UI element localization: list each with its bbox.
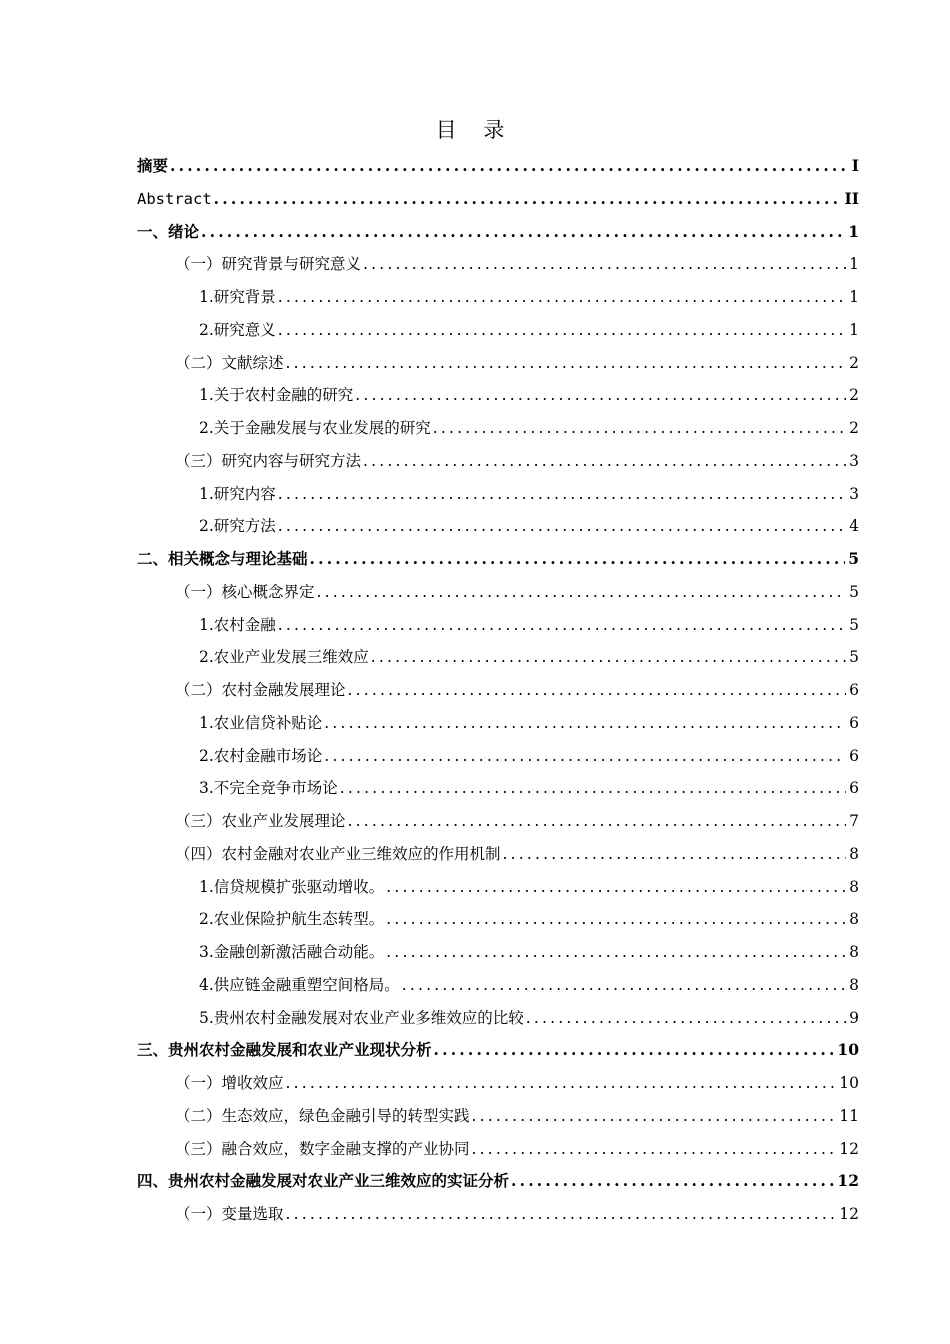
toc-entry-page-number: 12 — [839, 1205, 859, 1223]
toc-entry-title: 2.农业产业发展三维效应 — [199, 648, 369, 667]
dot-leader — [361, 445, 846, 478]
dot-leader — [470, 1133, 837, 1166]
toc-entry[interactable] — [137, 216, 859, 249]
dot-leader — [168, 150, 849, 183]
toc-entry-page-number: 6 — [849, 779, 859, 798]
toc-entry-page-number: 8 — [849, 910, 859, 929]
toc-entry[interactable] — [137, 1198, 859, 1231]
toc-entry-page-number: 3 — [849, 451, 859, 470]
toc-entry-title: （三）融合效应，数字金融支撑的产业协同 — [175, 1139, 470, 1158]
toc-entry-title: （一）变量选取 — [175, 1205, 284, 1223]
toc-entry[interactable] — [137, 674, 859, 707]
toc-entry-page-number: 6 — [849, 681, 859, 699]
dot-leader — [361, 248, 846, 281]
dot-leader — [276, 478, 846, 511]
dot-leader — [276, 281, 846, 314]
toc-entry[interactable] — [137, 281, 859, 314]
toc-entry-page-number: 9 — [849, 1008, 859, 1027]
dot-leader — [524, 1002, 846, 1035]
toc-entry[interactable] — [137, 838, 859, 871]
toc-entry[interactable] — [137, 478, 859, 511]
dot-leader — [432, 1034, 835, 1067]
toc-entry[interactable] — [137, 740, 859, 773]
dot-leader — [369, 641, 846, 674]
toc-entry-page-number: 1 — [849, 288, 859, 306]
dot-leader — [276, 510, 846, 543]
toc-entry[interactable] — [137, 314, 859, 347]
toc-entry[interactable] — [137, 871, 859, 904]
toc-entry[interactable] — [137, 183, 859, 216]
dot-leader — [346, 674, 847, 707]
toc-entry[interactable] — [137, 1002, 859, 1035]
toc-entry-title: （四）农村金融对农业产业三维效应的作用机制 — [175, 844, 501, 863]
toc-entry[interactable] — [137, 772, 859, 805]
table-of-contents — [137, 150, 859, 1231]
toc-entry-title: 四、贵州农村金融发展对农业产业三维效应的实证分析 — [137, 1171, 510, 1191]
toc-entry-page-number: 4 — [849, 517, 859, 536]
toc-entry[interactable] — [137, 1100, 859, 1133]
dot-leader — [199, 216, 845, 249]
toc-entry-page-number: 1 — [849, 320, 859, 339]
toc-entry-page-number: 12 — [837, 1171, 859, 1191]
toc-entry-page-number: 8 — [849, 877, 859, 896]
toc-entry[interactable] — [137, 412, 859, 445]
toc-entry-page-number: 5 — [849, 582, 859, 601]
toc-entry-title: 1.关于农村金融的研究 — [199, 386, 354, 405]
dot-leader — [284, 347, 847, 380]
toc-entry-page-number: 6 — [849, 746, 859, 765]
dot-leader — [284, 1067, 837, 1100]
toc-entry[interactable] — [137, 1165, 859, 1198]
toc-entry-page-number: II — [844, 188, 859, 208]
dot-leader — [384, 936, 846, 969]
toc-entry-page-number: 12 — [839, 1139, 859, 1158]
toc-entry[interactable] — [137, 707, 859, 740]
toc-entry-page-number: 5 — [848, 549, 859, 568]
toc-entry-page-number: 5 — [849, 615, 859, 634]
toc-entry-title: 三、贵州农村金融发展和农业产业现状分析 — [137, 1040, 432, 1060]
dot-leader — [338, 772, 846, 805]
dot-leader — [353, 379, 846, 412]
toc-entry-title: 3.金融创新激活融合动能。 — [199, 943, 385, 961]
toc-entry[interactable] — [137, 1067, 859, 1100]
toc-entry[interactable] — [137, 576, 859, 609]
toc-entry-page-number: 2 — [849, 419, 859, 437]
toc-entry-title: 2.农业保险护航生态转型。 — [199, 910, 385, 929]
toc-entry-page-number: 1 — [848, 221, 859, 241]
toc-entry-title: （三）研究内容与研究方法 — [175, 451, 362, 470]
dot-leader — [501, 838, 847, 871]
dot-leader — [308, 543, 846, 576]
toc-entry-title: 2.研究方法 — [199, 517, 276, 536]
toc-entry-page-number: 10 — [839, 1074, 859, 1092]
toc-entry-title: 一、绪论 — [137, 221, 200, 241]
toc-entry-title: （一）研究背景与研究意义 — [175, 255, 362, 274]
toc-entry-title: 1.农业信贷补贴论 — [199, 713, 323, 732]
dot-leader — [384, 871, 846, 904]
dot-leader — [315, 576, 847, 609]
toc-entry-page-number: 1 — [849, 255, 859, 274]
toc-entry[interactable] — [137, 641, 859, 674]
toc-entry-title: 2.研究意义 — [199, 320, 276, 339]
toc-entry-title: 1.农村金融 — [199, 615, 276, 634]
toc-entry[interactable] — [137, 1133, 859, 1166]
dot-leader — [322, 740, 846, 773]
toc-entry-page-number: 8 — [849, 844, 859, 863]
dot-leader — [509, 1165, 834, 1198]
toc-entry-page-number: 11 — [839, 1106, 859, 1125]
toc-entry-title: 5.贵州农村金融发展对农业产业多维效应的比较 — [199, 1008, 524, 1027]
toc-entry[interactable] — [137, 936, 859, 969]
toc-entry[interactable] — [137, 903, 859, 936]
toc-entry-page-number: 8 — [849, 975, 859, 994]
toc-entry-title: 摘要 — [137, 156, 169, 175]
toc-entry-title: Abstract — [137, 189, 212, 208]
toc-entry-title: 4.供应链金融重塑空间格局。 — [199, 975, 400, 994]
toc-entry-title: （一）核心概念界定 — [175, 582, 315, 601]
toc-entry[interactable] — [137, 1034, 859, 1067]
toc-entry-page-number: 5 — [849, 648, 859, 667]
dot-leader — [346, 805, 847, 838]
dot-leader — [212, 183, 842, 216]
dot-leader — [276, 609, 846, 642]
toc-entry-page-number: 3 — [849, 484, 859, 503]
dot-leader — [276, 314, 846, 347]
toc-entry[interactable] — [137, 609, 859, 642]
toc-entry-page-number: 10 — [837, 1040, 859, 1060]
toc-entry[interactable] — [137, 805, 859, 838]
dot-leader — [384, 903, 846, 936]
toc-entry[interactable] — [137, 543, 859, 576]
toc-entry-page-number: 6 — [849, 713, 859, 732]
toc-entry-title: 2.关于金融发展与农业发展的研究 — [199, 419, 431, 437]
toc-entry-title: 2.农村金融市场论 — [199, 746, 323, 765]
toc-entry-title: （二）农村金融发展理论 — [175, 681, 346, 699]
toc-entry-title: 二、相关概念与理论基础 — [137, 549, 308, 568]
toc-entry-title: 1.信贷规模扩张驱动增收。 — [199, 877, 385, 896]
toc-entry-title: （二）生态效应，绿色金融引导的转型实践 — [175, 1106, 470, 1125]
dot-leader — [470, 1100, 837, 1133]
toc-entry-title: （一）增收效应 — [175, 1074, 284, 1092]
toc-entry[interactable] — [137, 445, 859, 478]
dot-leader — [431, 412, 846, 445]
toc-entry-page-number: 2 — [849, 353, 859, 372]
toc-entry-title: 1.研究背景 — [199, 288, 276, 306]
toc-entry-title: （二）文献综述 — [175, 353, 284, 372]
toc-entry-page-number: 2 — [849, 386, 859, 405]
toc-entry-title: 3.不完全竞争市场论 — [199, 779, 338, 798]
toc-entry[interactable] — [137, 969, 859, 1002]
toc-entry-page-number: 7 — [849, 812, 859, 830]
toc-entry[interactable] — [137, 379, 859, 412]
toc-entry-page-number: 8 — [849, 943, 859, 961]
dot-leader — [284, 1198, 837, 1231]
toc-entry[interactable] — [137, 510, 859, 543]
toc-entry-title: （三）农业产业发展理论 — [175, 812, 346, 830]
toc-entry[interactable] — [137, 150, 859, 183]
toc-entry-page-number: I — [851, 156, 859, 175]
dot-leader — [400, 969, 846, 1002]
page-title: 目 录 — [435, 118, 515, 142]
toc-entry-title: 1.研究内容 — [199, 484, 276, 503]
toc-entry[interactable] — [137, 248, 859, 281]
toc-entry[interactable] — [137, 347, 859, 380]
dot-leader — [322, 707, 846, 740]
